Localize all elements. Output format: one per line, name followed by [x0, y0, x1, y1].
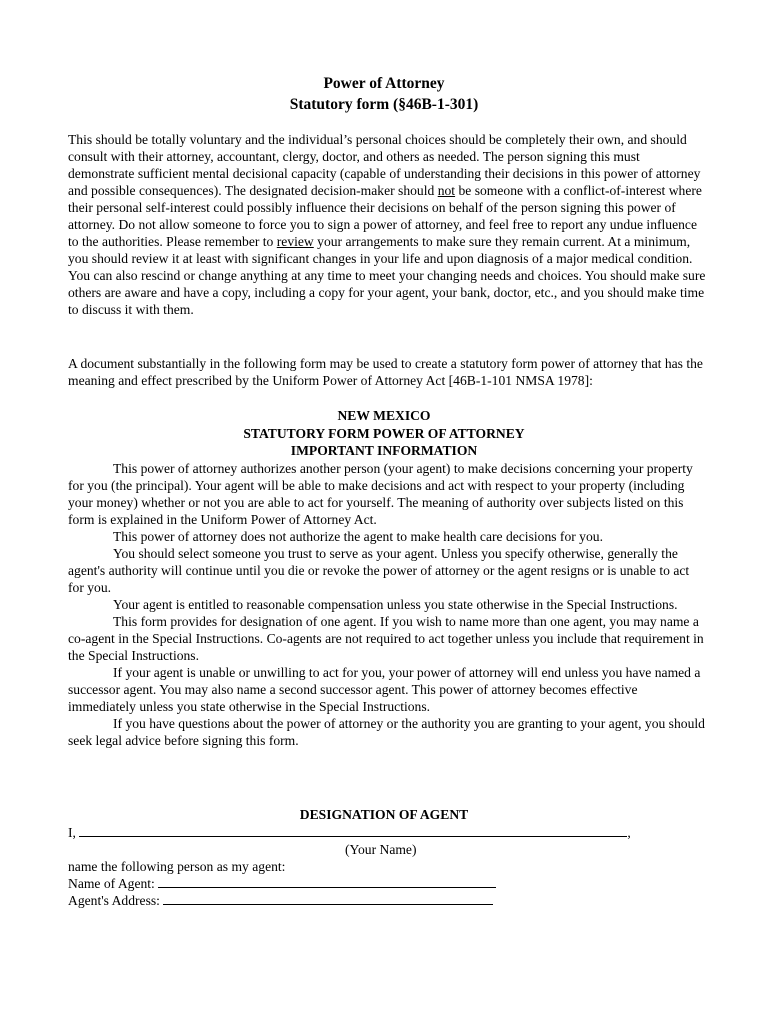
info-paragraph: If you have questions about the power of attorney or the authority you are granting to your agent, you should seek legal advice before signing this form. [68, 716, 705, 748]
designation-heading: DESIGNATION OF AGENT [299, 807, 469, 822]
info-paragraph: If your agent is unable or unwilling to act for you, your power of attorney will end unless you have named a successor agent. You may also name a second successor agent. This power of attorney becomes effective immediately unless you state otherwise in the Special Instructions. [68, 665, 701, 714]
info-paragraph: Your agent is entitled to reasonable compensation unless you state otherwise in the Special Instructions. [113, 597, 678, 612]
info-paragraph: This form provides for designation of one agent. If you wish to name more than one agent, you may name a co-agent in the Special Instructions. Co-agents are not required to act together unless you include that requirement in the Special Instructions. [68, 614, 704, 663]
agent-address-field[interactable] [163, 892, 493, 905]
important-information-heading: IMPORTANT INFORMATION [290, 443, 478, 458]
state-heading: NEW MEXICO [337, 408, 431, 423]
agent-name-field[interactable] [158, 875, 496, 888]
document-title: Power of Attorney [323, 75, 445, 92]
document-subtitle: Statutory form (§46B-1-301) [289, 96, 479, 113]
emphasis-review: review [276, 234, 314, 249]
statutory-reference-paragraph: A document substantially in the following form may be used to create a statutory form power of attorney that has the meaning and effect prescribed by the Uniform Power of Attorney Act [46B-1-101 NMSA 1978]: [68, 356, 703, 388]
important-information-body [68, 460, 708, 749]
info-paragraph: This power of attorney does not authorize the agent to make health care decisions for you. [113, 529, 603, 544]
form-heading: STATUTORY FORM POWER OF ATTORNEY [243, 426, 525, 441]
intro-paragraph: This should be totally voluntary and the individual’s personal choices should be completely their own, and should consult with their attorney, accountant, clergy, doctor, and others as needed. The person signing this must demonstrate sufficient mental decisional capacity (capable of understanding their decisions in this power of attorney and possible consequences). The designated decision-maker should not be someone with a conflict-of-interest where their personal self-interest could possibly influence their decisions on behalf of the person signing this power of attorney. Do not allow someone to force you to sign a power of attorney, and feel free to report any undue influence to the authorities. Please remember to review your arrangements to make sure they remain current. At a minimum, you should review it at least with significant changes in your life and upon diagnosis of a major medical condition. You can also rescind or change anything at any time to meet your changing needs and choices. You should make sure others are aware and have a copy, including a copy for your agent, your bank, doctor, etc., and you should make time to discuss it with them. [68, 132, 706, 317]
name-following-text: name the following person as my agent: [68, 859, 286, 874]
info-paragraph: You should select someone you trust to serve as your agent. Unless you specify otherwise, generally the agent's authority will continue until you die or revoke the power of attorney or the agent resigns or is unable to act for you. [68, 546, 690, 595]
principal-name-field[interactable] [79, 824, 627, 837]
info-paragraph: This power of attorney authorizes another person (your agent) to make decisions concerning your property for you (the principal). Your agent will be able to make decisions and act with respect to your property (including your money) whether or not you are able to act for yourself. The meaning of authority over subjects listed on this form is explained in the Uniform Power of Attorney Act. [68, 461, 693, 527]
emphasis-not: not [437, 183, 456, 198]
principal-name-row: I, , [68, 825, 631, 840]
agent-address-row: Agent's Address: [68, 892, 493, 909]
your-name-caption: (Your Name) [345, 842, 417, 857]
agent-name-row: Name of Agent: [68, 875, 496, 892]
